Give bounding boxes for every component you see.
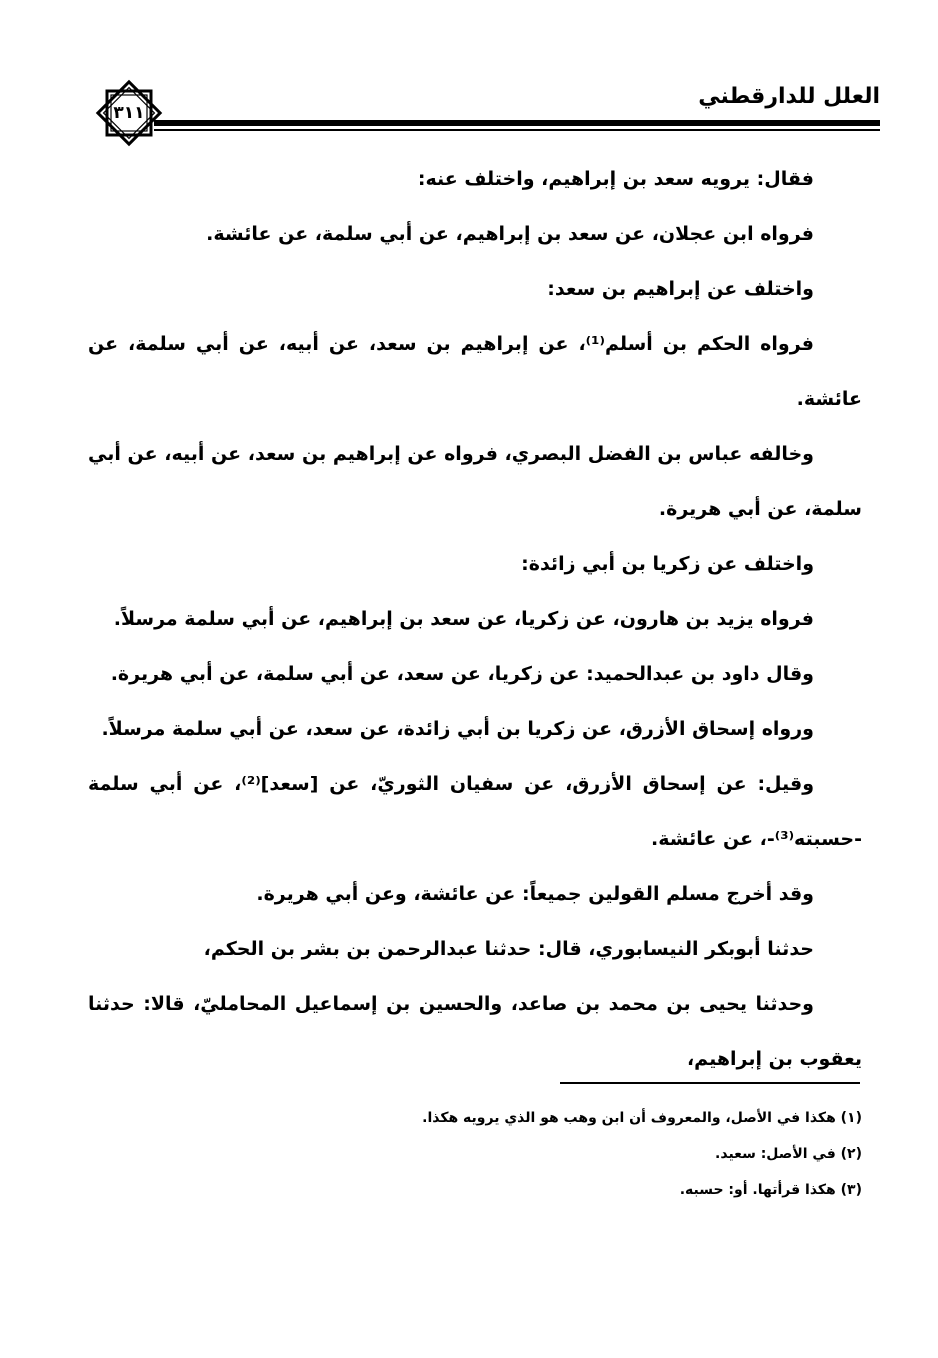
footnote-separator xyxy=(560,1082,860,1084)
page-number-badge xyxy=(90,74,168,152)
paragraph: وقال داود بن عبدالحميد: عن زكريا، عن سعد، عن أبي سلمة، عن أبي هريرة. xyxy=(110,663,814,685)
book-title: العلل للدارقطني xyxy=(698,84,880,109)
paragraph: فرواه يزيد بن هارون، عن زكريا، عن سعد بن إبراهيم، عن أبي سلمة مرسلاً. xyxy=(113,608,814,630)
footnotes xyxy=(342,1100,862,1208)
paragraph: وخالفه عباس بن الفضل البصري، فرواه عن إبراهيم بن سعد، عن أبيه، عن أبي سلمة، عن أبي هريرة. xyxy=(88,443,862,520)
paragraph: واختلف عن زكريا بن أبي زائدة: xyxy=(521,553,814,575)
paragraph: فرواه الحكم بن أسلم⁽¹⁾، عن إبراهيم بن سعد، عن أبيه، عن أبي سلمة، عن عائشة. xyxy=(88,333,862,410)
paragraph: وقيل: عن إسحاق الأزرق، عن سفيان الثوريّ، عن [سعد]⁽²⁾، عن أبي سلمة -حسبته⁽³⁾-، عن عائشة. xyxy=(88,773,862,850)
paragraph: وحدثنا يحيى بن محمد بن صاعد، والحسين بن إسماعيل المحامليّ، قالا: حدثنا يعقوب بن إبراهيم، xyxy=(88,993,862,1070)
paragraph: وقد أخرج مسلم القولين جميعاً: عن عائشة، وعن أبي هريرة. xyxy=(256,883,814,905)
footnote: (١) هكذا في الأصل، والمعروف أن ابن وهب هو الذي يرويه هكذا. xyxy=(422,1110,862,1126)
paragraph: واختلف عن إبراهيم بن سعد: xyxy=(547,278,814,300)
header-rule-thin xyxy=(154,129,880,131)
footnote: (٢) في الأصل: سعيد. xyxy=(715,1146,862,1162)
paragraph: ورواه إسحاق الأزرق، عن زكريا بن أبي زائدة، عن سعد، عن أبي سلمة مرسلاً. xyxy=(101,718,814,740)
main-text xyxy=(88,152,862,1087)
paragraph: فرواه ابن عجلان، عن سعد بن إبراهيم، عن أبي سلمة، عن عائشة. xyxy=(206,223,814,245)
page-number: ٣١١ xyxy=(113,103,145,123)
header-rule-thick xyxy=(154,120,880,126)
paragraph: فقال: يرويه سعد بن إبراهيم، واختلف عنه: xyxy=(417,168,814,190)
paragraph: حدثنا أبوبكر النيسابوري، قال: حدثنا عبدالرحمن بن بشر بن الحكم، xyxy=(203,938,814,960)
footnote: (٣) هكذا قرأتها. أو: حسبه. xyxy=(679,1182,862,1198)
page-header xyxy=(90,74,880,154)
